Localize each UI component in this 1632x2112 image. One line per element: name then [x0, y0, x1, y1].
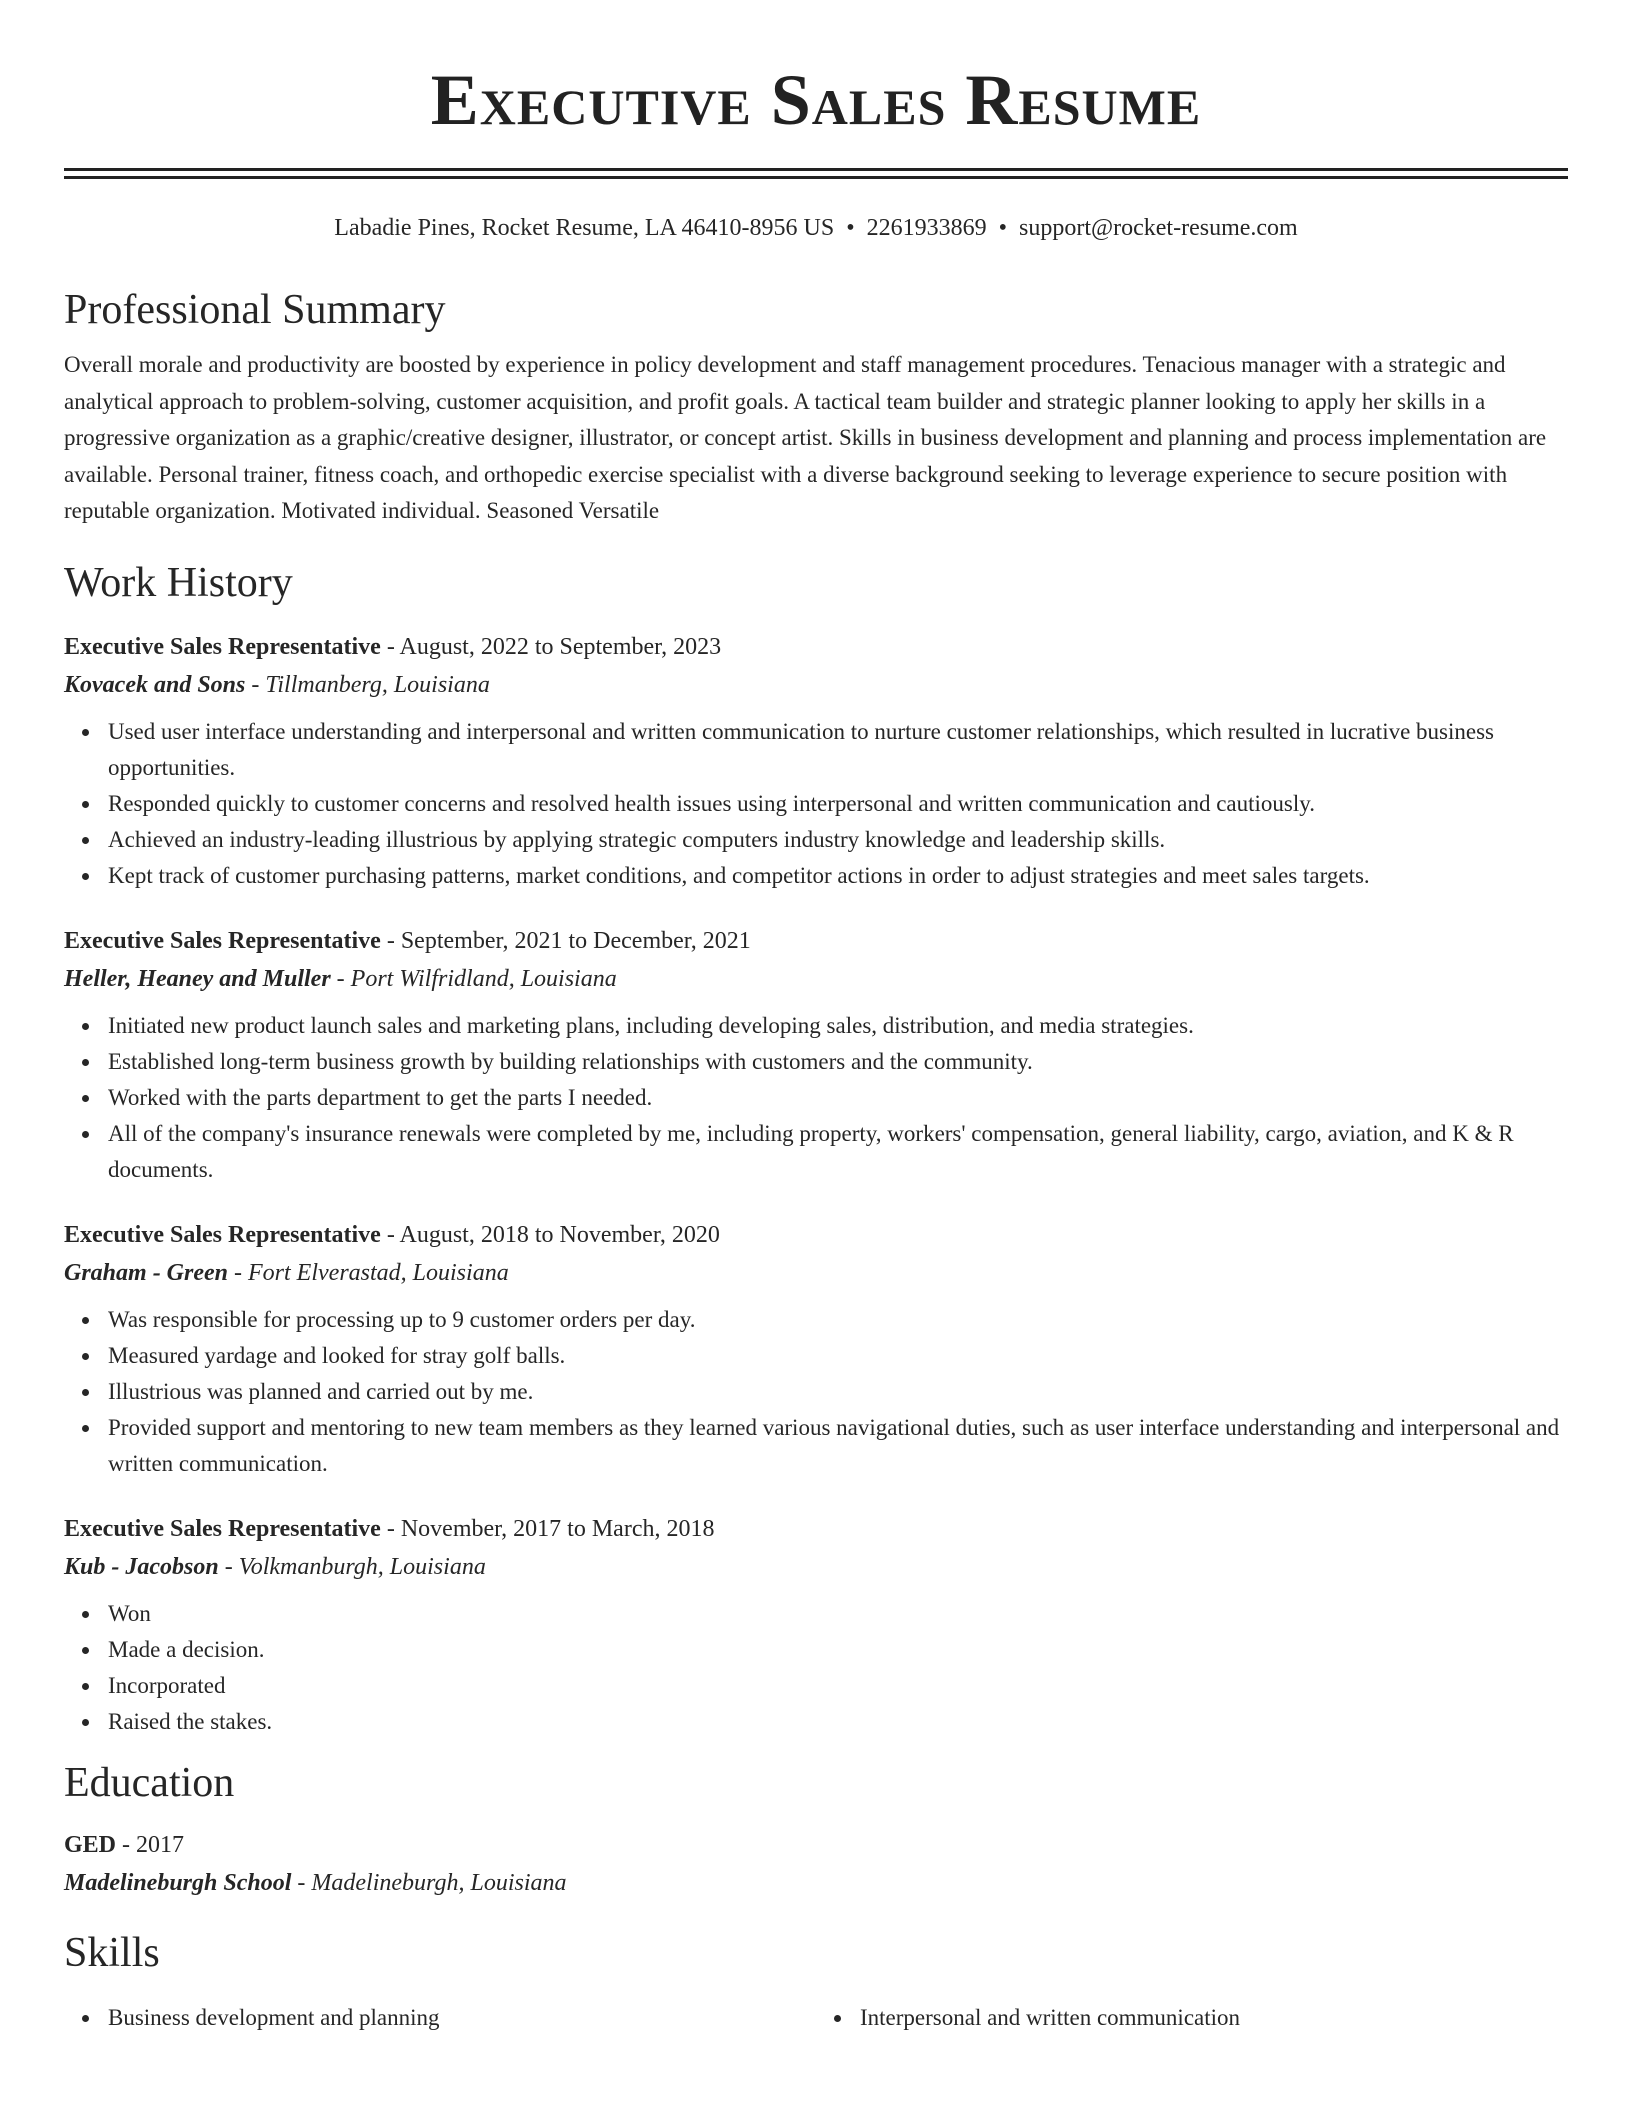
list-item: Established long-term business growth by building relationships with customers and the community. [108, 1044, 1568, 1080]
job-dash: - [380, 927, 401, 954]
job-dates: August, 2022 to September, 2023 [399, 633, 722, 660]
education-dash: - [291, 1870, 312, 1897]
education-year: 2017 [136, 1832, 185, 1859]
list-item: Illustrious was planned and carried out by me. [108, 1374, 1568, 1410]
job-bullets [64, 1008, 1568, 1188]
contact-address: Labadie Pines, Rocket Resume, LA 46410-8956 US [334, 215, 835, 241]
education-heading: Education [64, 1759, 235, 1806]
job-dash: - [380, 633, 400, 660]
job-dates: August, 2018 to November, 2020 [399, 1221, 720, 1248]
job-dash: - [380, 1515, 401, 1542]
skills-column-right [816, 2000, 1568, 2036]
contact-line [64, 213, 1568, 243]
job-title: Executive Sales Representative [64, 1221, 381, 1248]
skills-column-left [64, 2000, 816, 2036]
job-entry [64, 1510, 1568, 1740]
skills-grid [64, 2000, 1568, 2036]
job-dash: - [218, 1553, 239, 1580]
list-item: All of the company's insurance renewals were completed by me, including property, workers' compensation, general liability, cargo, aviation, and K & R documents. [108, 1116, 1568, 1188]
job-dates: September, 2021 to December, 2021 [400, 927, 751, 954]
job-bullets [64, 1596, 1568, 1740]
job-dash: - [228, 1259, 249, 1286]
summary-heading: Professional Summary [64, 287, 446, 333]
list-item: Worked with the parts department to get the parts I needed. [108, 1080, 1568, 1116]
skills-heading: Skills [64, 1930, 160, 1977]
job-company: Graham - Green [64, 1259, 229, 1286]
job-header [64, 628, 1568, 666]
list-item: Achieved an industry-leading illustrious by applying strategic computers industry knowledge and leadership skills. [108, 822, 1568, 858]
list-item: Raised the stakes. [108, 1704, 1568, 1740]
resume-title: Executive Sales Resume [430, 60, 1202, 140]
title-divider [64, 168, 1568, 179]
job-location: Tillmanberg, Louisiana [265, 671, 490, 698]
job-employer [64, 960, 1568, 998]
education-dash: - [116, 1832, 137, 1859]
job-header [64, 1510, 1568, 1548]
job-header [64, 1216, 1568, 1254]
job-employer [64, 666, 1568, 704]
education-degree: GED [64, 1832, 117, 1859]
job-dash: - [245, 671, 266, 698]
list-item: Kept track of customer purchasing patterns, market conditions, and competitor actions in order to adjust strategies and meet sales targets. [108, 858, 1568, 894]
list-item: Won [108, 1596, 1568, 1632]
job-header [64, 922, 1568, 960]
job-title: Executive Sales Representative [64, 927, 381, 954]
contact-email: support@rocket-resume.com [1019, 215, 1298, 241]
job-bullets [64, 1302, 1568, 1482]
list-item: Initiated new product launch sales and marketing plans, including developing sales, distribution, and media strategies. [108, 1008, 1568, 1044]
list-item: Was responsible for processing up to 9 customer orders per day. [108, 1302, 1568, 1338]
job-entry [64, 922, 1568, 1188]
work-history-heading: Work History [64, 559, 293, 606]
skill-item: Business development and planning [108, 2000, 816, 2036]
job-title: Executive Sales Representative [64, 1515, 381, 1542]
job-location: Fort Elverastad, Louisiana [248, 1259, 509, 1286]
contact-separator: • [846, 215, 855, 241]
list-item: Used user interface understanding and interpersonal and written communication to nurture customer relationships, which resulted in lucrative business opportunities. [108, 714, 1568, 786]
contact-phone: 2261933869 [866, 215, 987, 241]
job-location: Port Wilfridland, Louisiana [350, 965, 617, 992]
job-company: Heller, Heaney and Muller [64, 965, 331, 992]
list-item: Incorporated [108, 1668, 1568, 1704]
contact-separator: • [998, 215, 1008, 241]
job-company: Kub - Jacobson [64, 1553, 219, 1580]
education-entry [64, 1826, 1568, 1902]
job-entry [64, 1216, 1568, 1482]
job-dash: - [330, 965, 351, 992]
education-location: Madelineburgh, Louisiana [311, 1870, 567, 1897]
job-dash: - [380, 1221, 400, 1248]
list-item: Provided support and mentoring to new team members as they learned various navigational duties, such as user interface understanding and interpersonal and written communication. [108, 1410, 1568, 1482]
education-degree-line [64, 1826, 1568, 1864]
job-entry [64, 628, 1568, 894]
summary-text: Overall morale and productivity are boosted by experience in policy development and staff management procedures. Tenacious manager with a strategic and analytical approach to problem-solving, customer acquisition, and profit goals. A tactical team builder and strategic planner looking to apply her skills in a progressive organization as a graphic/creative designer, illustrator, or concept artist. Skills in business development and planning and process implementation are available. Personal trainer, fitness coach, and orthopedic exercise specialist with a diverse background seeking to leverage experience to secure position with reputable organization. Motivated individual. Seasoned Versatile [64, 352, 1547, 524]
skill-item: Interpersonal and written communication [860, 2000, 1568, 2036]
education-school-line [64, 1864, 1568, 1902]
job-dates: November, 2017 to March, 2018 [400, 1515, 715, 1542]
education-school: Madelineburgh School [64, 1870, 292, 1897]
list-item: Responded quickly to customer concerns and resolved health issues using interpersonal and written communication and cautiously. [108, 786, 1568, 822]
list-item: Made a decision. [108, 1632, 1568, 1668]
job-location: Volkmanburgh, Louisiana [238, 1553, 486, 1580]
job-bullets [64, 714, 1568, 894]
job-title: Executive Sales Representative [64, 633, 381, 660]
job-employer [64, 1548, 1568, 1586]
list-item: Measured yardage and looked for stray golf balls. [108, 1338, 1568, 1374]
job-employer [64, 1254, 1568, 1292]
job-company: Kovacek and Sons [64, 671, 246, 698]
